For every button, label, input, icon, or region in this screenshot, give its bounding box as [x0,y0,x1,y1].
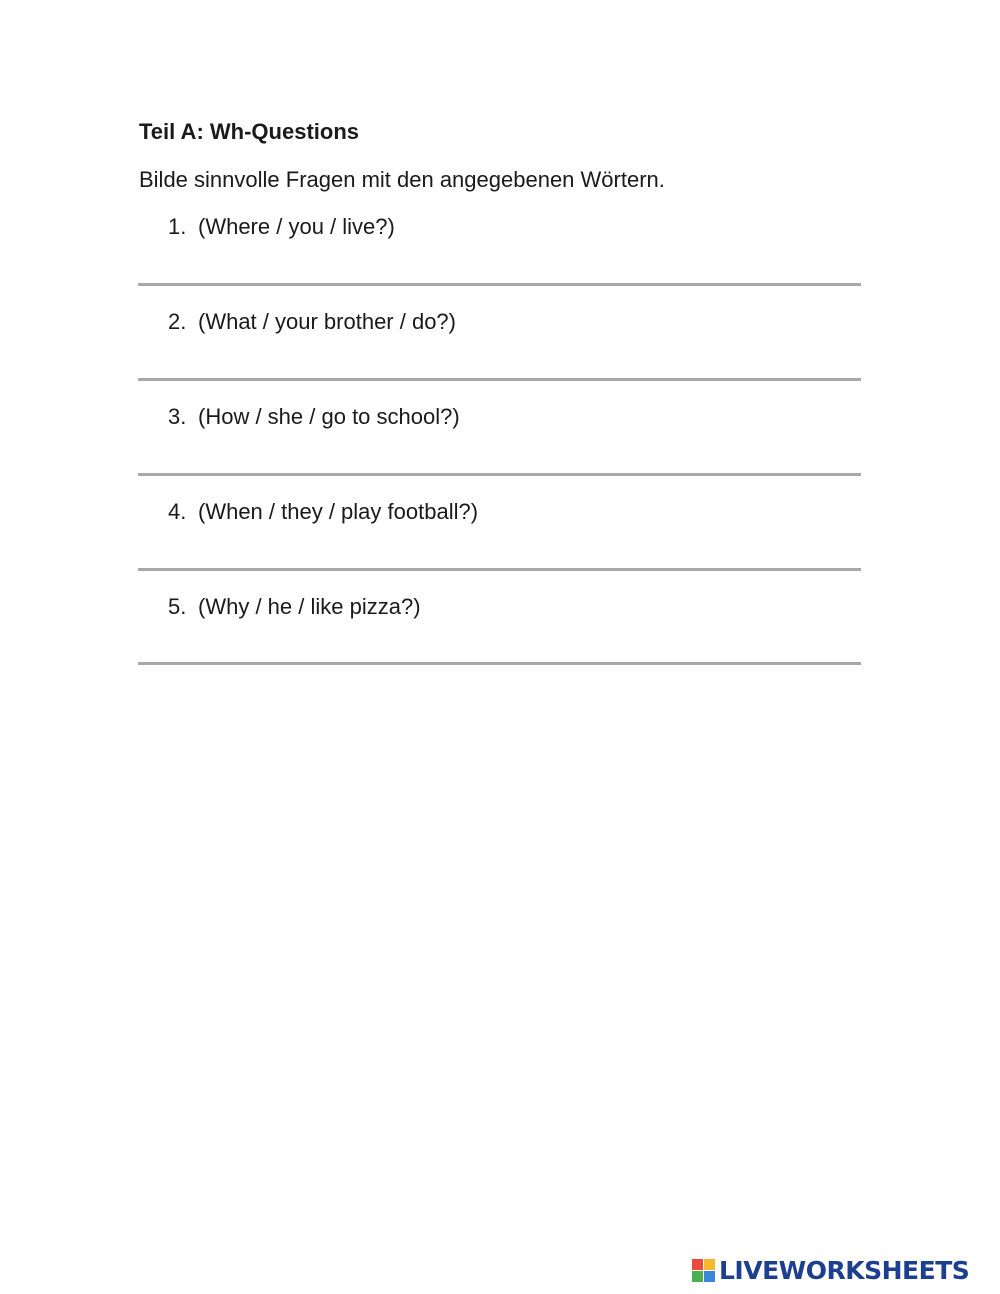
liveworksheets-brand [692,1255,969,1285]
section-heading: Teil A: Wh-Questions [139,119,359,144]
question-prompt: (When / they / play football?) [198,499,479,524]
answer-line-5[interactable] [138,662,861,665]
question-2 [168,306,456,338]
question-number: 2. [168,309,187,334]
brand-name: LIVEWORKSHEETS [719,1255,970,1285]
logo-square-yellow [704,1259,715,1270]
question-number: 5. [168,594,187,619]
question-prompt: (Why / he / like pizza?) [198,594,421,619]
question-prompt: (Where / you / live?) [198,214,395,239]
liveworksheets-logo-icon [692,1259,715,1282]
question-4 [168,496,478,528]
instruction-text: Bilde sinnvolle Fragen mit den angegebenen Wörtern. [139,167,665,192]
question-number: 1. [168,214,187,239]
answer-line-4[interactable] [138,568,861,571]
answer-line-1[interactable] [138,283,861,286]
question-1 [168,211,395,243]
logo-square-green [692,1271,703,1282]
question-number: 3. [168,404,187,429]
logo-square-blue [704,1271,715,1282]
question-3 [168,401,460,433]
logo-square-red [692,1259,703,1270]
answer-line-2[interactable] [138,378,861,381]
answer-line-3[interactable] [138,473,861,476]
question-prompt: (How / she / go to school?) [198,404,460,429]
question-prompt: (What / your brother / do?) [198,309,456,334]
question-number: 4. [168,499,187,524]
question-5 [168,591,421,623]
